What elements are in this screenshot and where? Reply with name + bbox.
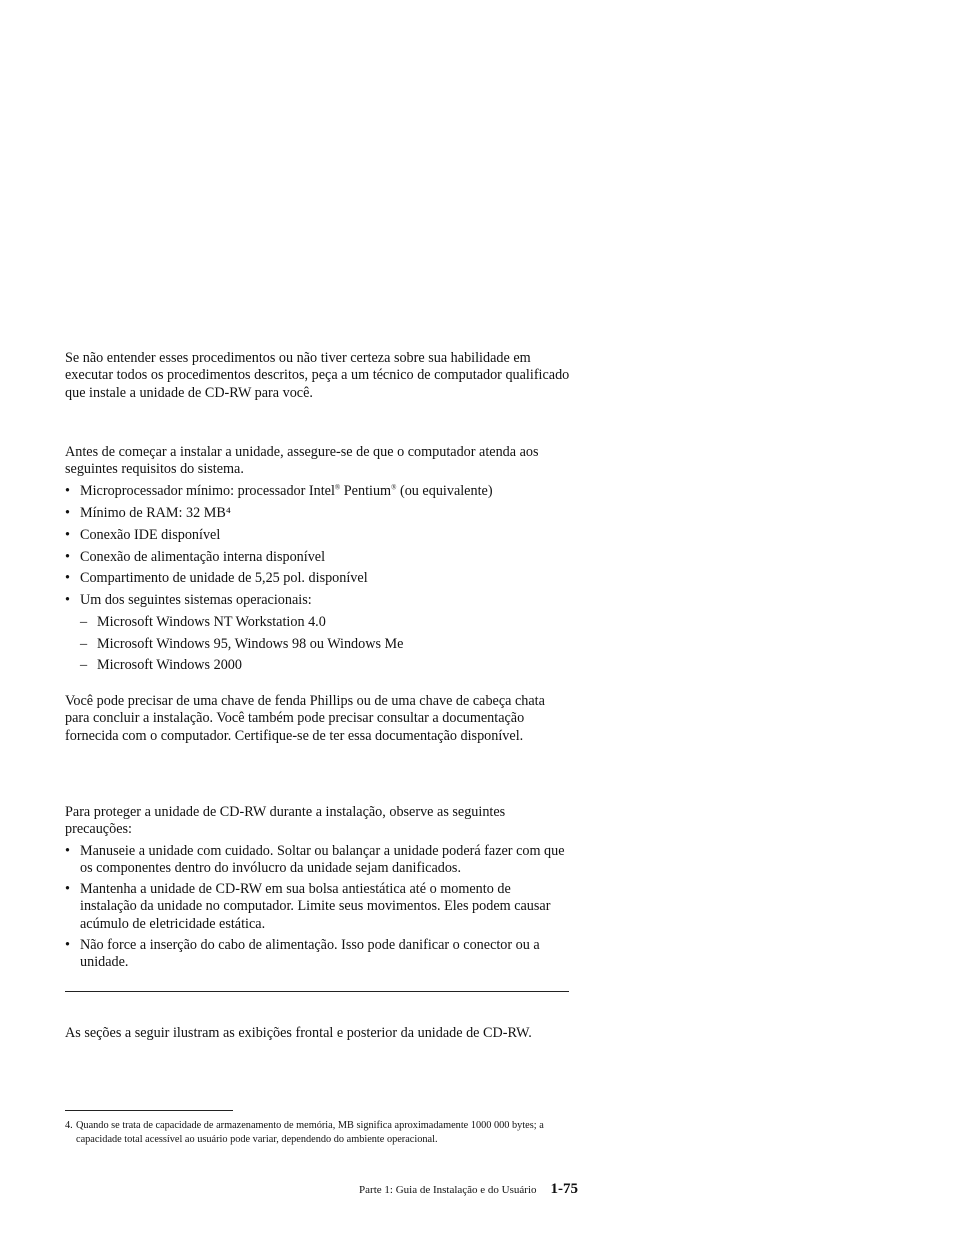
list-item-ram: • Mínimo de RAM: 32 MB⁴ [65,505,231,521]
footnote [65,1119,565,1147]
footnote-number: 4. [65,1120,73,1131]
list-item-cpu: • Microprocessador mínimo: processador Intel® Pentium® (ou equivalente) [65,483,493,499]
registered-mark: ® [391,483,397,492]
os-item: – Microsoft Windows NT Workstation 4.0 [80,614,326,630]
os-item: – Microsoft Windows 95, Windows 98 ou Windows Me [80,636,404,652]
list-item-ide: • Conexão IDE disponível [65,527,221,543]
precautions-intro: Para proteger a unidade de CD-RW durante a instalação, observe as seguintes precauções: [65,804,506,838]
list-item-os: • Um dos seguintes sistemas operacionais: [65,592,312,608]
list-item-power: • Conexão de alimentação interna disponível [65,549,326,565]
bullet: • [65,505,70,521]
dash: – [80,657,88,673]
bullet: • [65,483,70,499]
dash: – [80,636,88,652]
section-divider [65,991,569,992]
bullet: • [65,937,70,953]
bullet: • [65,592,70,608]
bullet: • [65,843,70,859]
footer-label: Parte 1: Guia de Instalação e do Usuário [359,1184,537,1196]
footnote-text: Quando se trata de capacidade de armazenamento de memória, MB significa aproximadamente 1000 000 bytes; a capacidade total acessível ao usuário pode variar, dependendo do ambiente operacional. [76,1120,544,1145]
os-item: – Microsoft Windows 2000 [80,657,242,673]
bullet: • [65,527,70,543]
bullet: • [65,570,70,586]
tools-paragraph: Você pode precisar de uma chave de fenda Phillips ou de uma chave de cabeça chata para concluir a instalação. Você também pode precisar consultar a documentação fornecida com o computador. Certifique-se de ter essa documentação disponível. [65,693,545,744]
footnote-divider [65,1110,233,1111]
page-footer [359,1181,578,1198]
intro-paragraph: Se não entender esses procedimentos ou não tiver certeza sobre sua habilidade em executar todos os procedimentos descritos, peça a um técnico de computador qualificado que instale a unidade de CD-RW para você. [65,350,570,401]
precaution-item: • Manuseie a unidade com cuidado. Soltar ou balançar a unidade poderá fazer com que os componentes dentro do invólucro da unidade sejam danificados. [65,843,565,877]
registered-mark: ® [334,483,341,492]
bullet: • [65,881,70,897]
precaution-item: • Não force a inserção do cabo de alimentação. Isso pode danificar o conector ou a unidade. [65,937,540,971]
views-paragraph: As seções a seguir ilustram as exibições frontal e posterior da unidade de CD-RW. [65,1025,532,1041]
dash: – [80,614,88,630]
bullet: • [65,549,70,565]
requirements-intro: Antes de começar a instalar a unidade, assegure-se de que o computador atenda aos seguintes requisitos do sistema. [65,444,539,478]
page-number: 1-75 [550,1181,578,1197]
list-item-bay: • Compartimento de unidade de 5,25 pol. disponível [65,570,368,586]
precaution-item: • Mantenha a unidade de CD-RW em sua bolsa antiestática até o momento de instalação da unidade no computador. Limite seus movimentos. Eles podem causar acúmulo de eletricidade estática. [65,881,551,932]
